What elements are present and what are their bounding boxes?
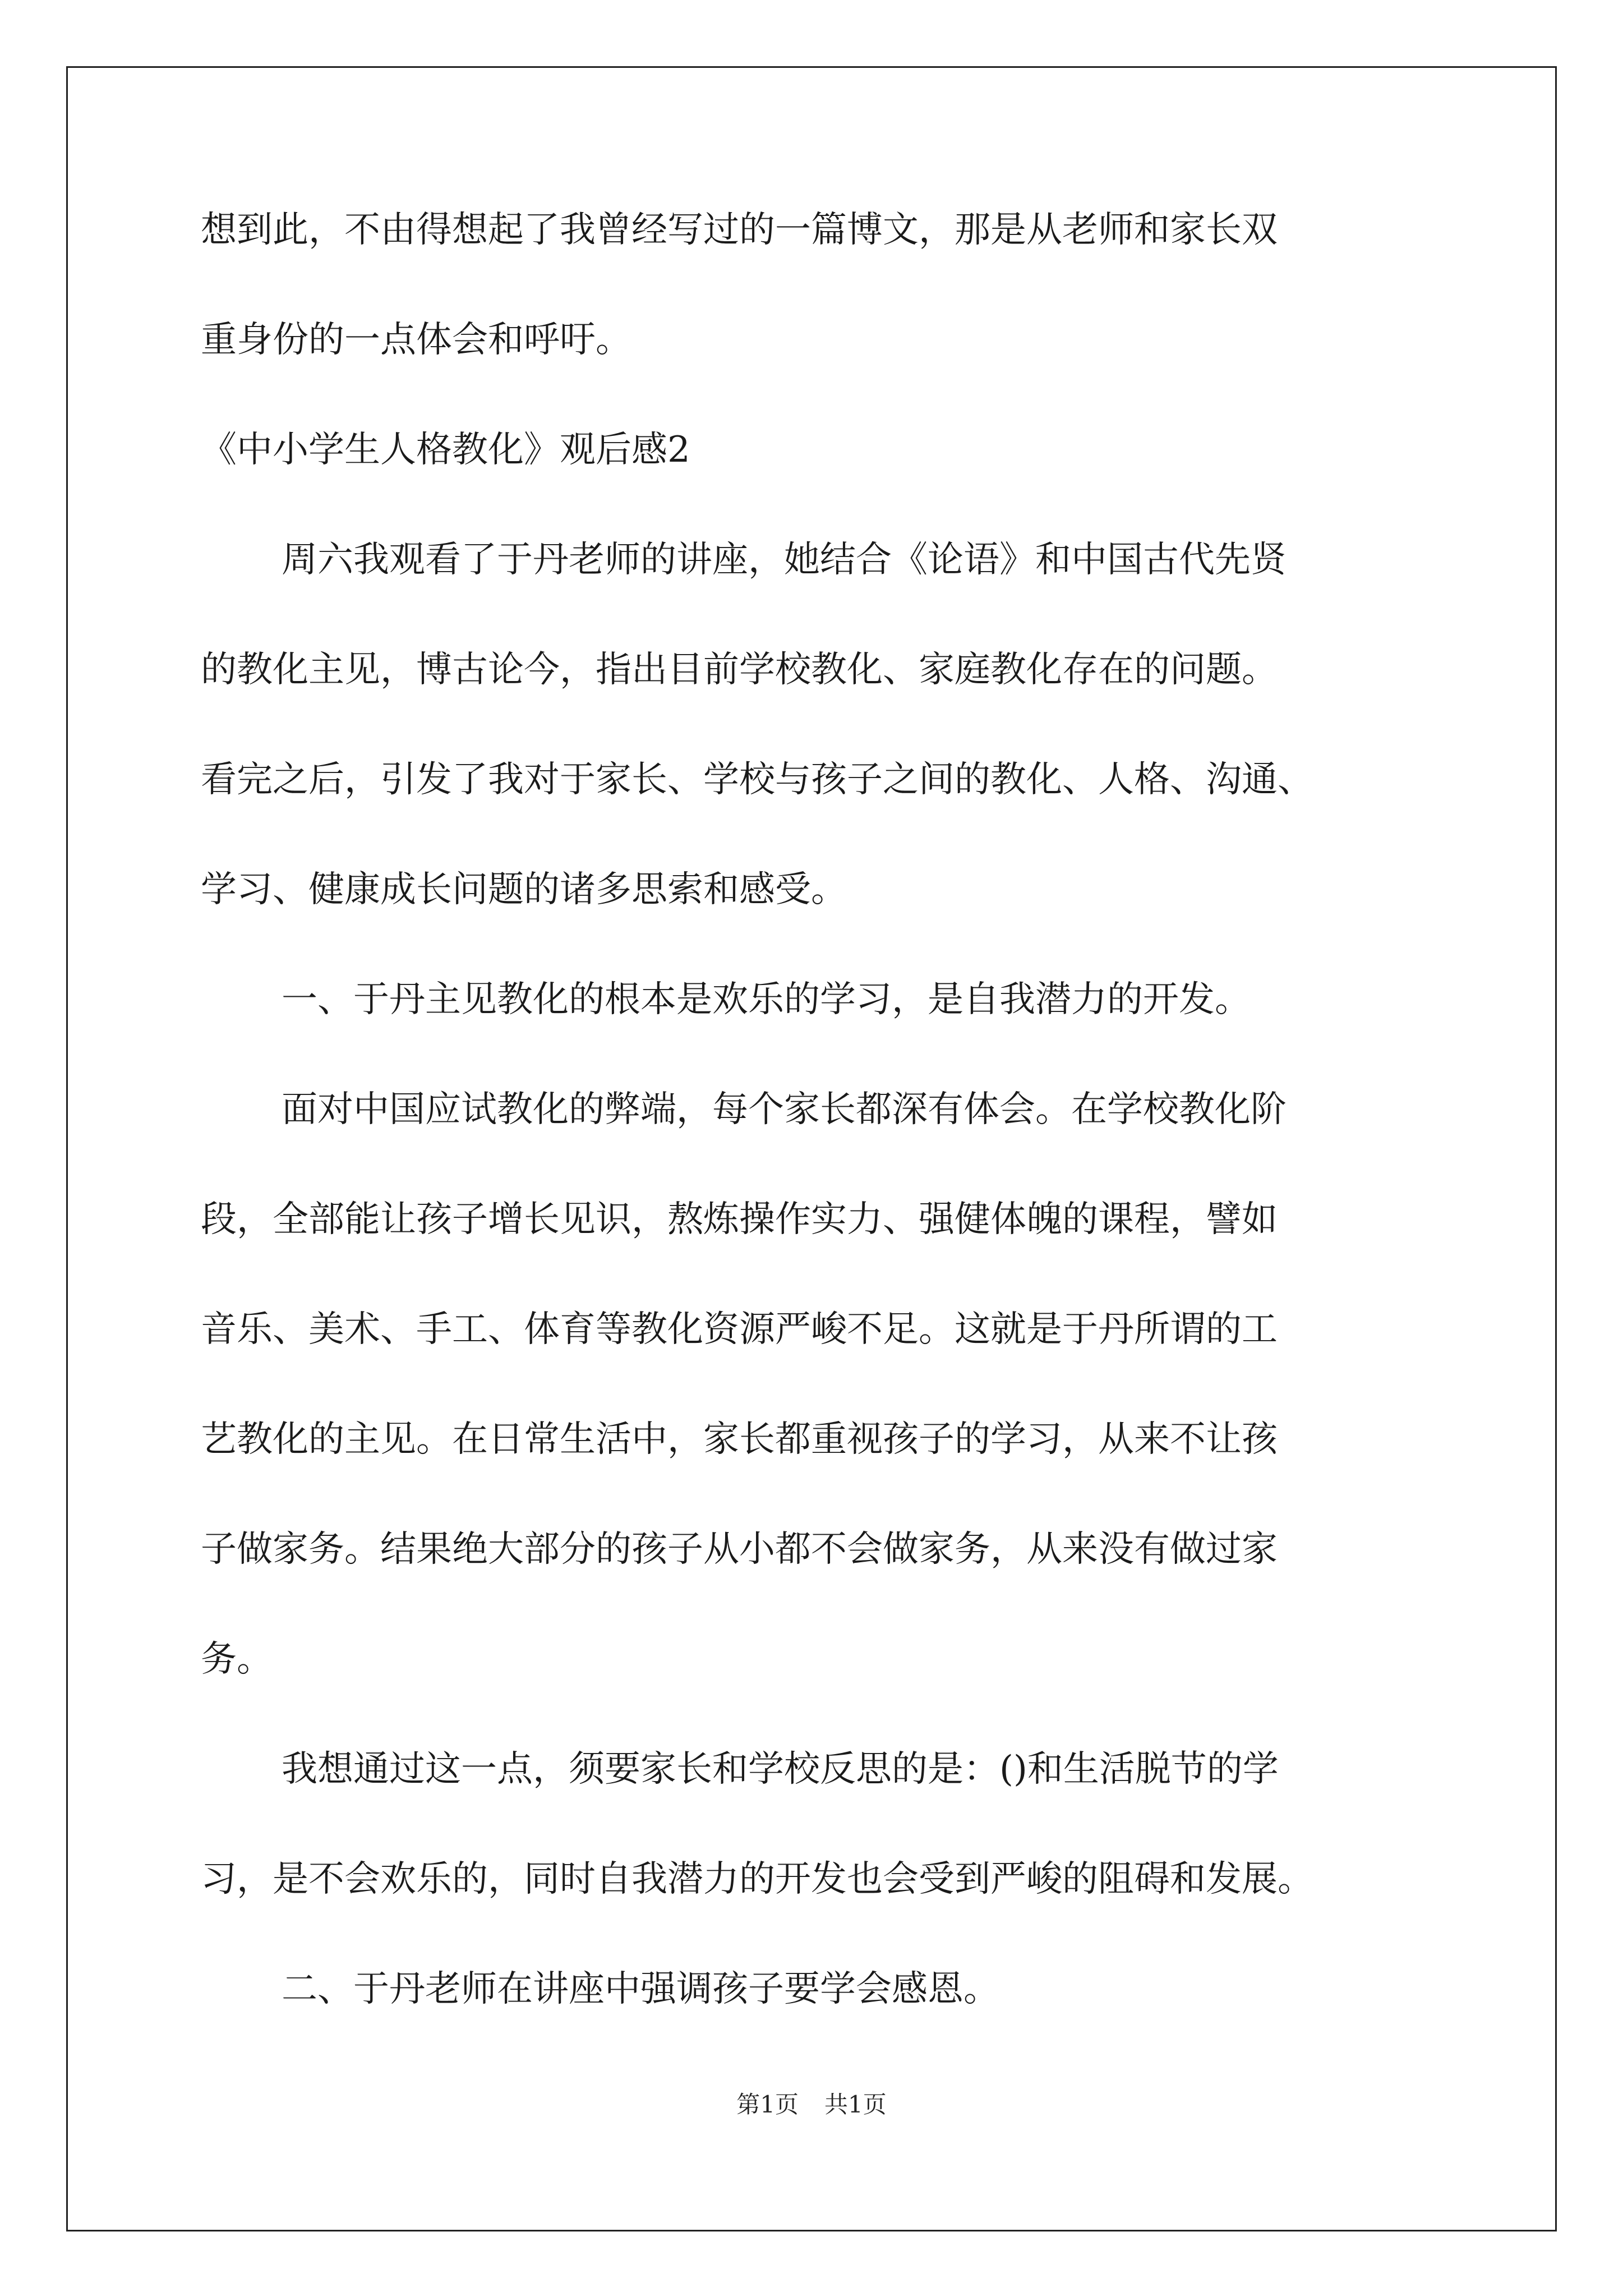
paragraph-line: 子做家务。结果绝大部分的孩子从小都不会做家务，从来没有做过家 [201,1529,1278,1570]
paragraph-line: 段，全部能让孩子增长见识，熬炼操作实力、强健体魄的课程，譬如 [201,1199,1278,1240]
paragraph-line: 艺教化的主见。在日常生活中，家长都重视孩子的学习，从来不让孩 [201,1419,1278,1460]
paragraph-line: 想到此，不由得想起了我曾经写过的一篇博文，那是从老师和家长双 [201,209,1278,251]
paragraph-line: 面对中国应试教化的弊端，每个家长都深有体会。在学校教化阶 [282,1089,1287,1130]
paragraph-line: 习，是不会欢乐的，同时自我潜力的开发也会受到严峻的阻碍和发展。 [201,1858,1313,1900]
paragraph-line: 看完之后，引发了我对于家长、学校与孩子之间的教化、人格、沟通、 [201,759,1313,800]
section-title: 《中小学生人格教化》观后感2 [201,429,690,471]
paragraph-line: 二、于丹老师在讲座中强调孩子要学会感恩。 [282,1968,999,2010]
paragraph-line: 学习、健康成长问题的诸多思索和感受。 [201,869,847,910]
paragraph-line: 周六我观看了于丹老师的讲座，她结合《论语》和中国古代先贤 [282,539,1287,581]
page-total: 共1页 [824,2091,887,2118]
paragraph-line: 我想通过这一点，须要家长和学校反思的是：()和生活脱节的学 [282,1749,1279,1790]
paragraph-line: 一、于丹主见教化的根本是欢乐的学习，是自我潜力的开发。 [282,979,1251,1020]
document-body [201,202,1457,2017]
paragraph-line: 重身份的一点体会和呼吁。 [201,319,631,361]
page-number: 第1页 [736,2091,799,2118]
paragraph-line: 务。 [201,1639,273,1680]
page-footer [0,2088,1623,2122]
paragraph-line: 的教化主见，博古论今，指出目前学校教化、家庭教化存在的问题。 [201,649,1278,691]
paragraph-line: 音乐、美术、手工、体育等教化资源严峻不足。这就是于丹所谓的工 [201,1309,1278,1350]
